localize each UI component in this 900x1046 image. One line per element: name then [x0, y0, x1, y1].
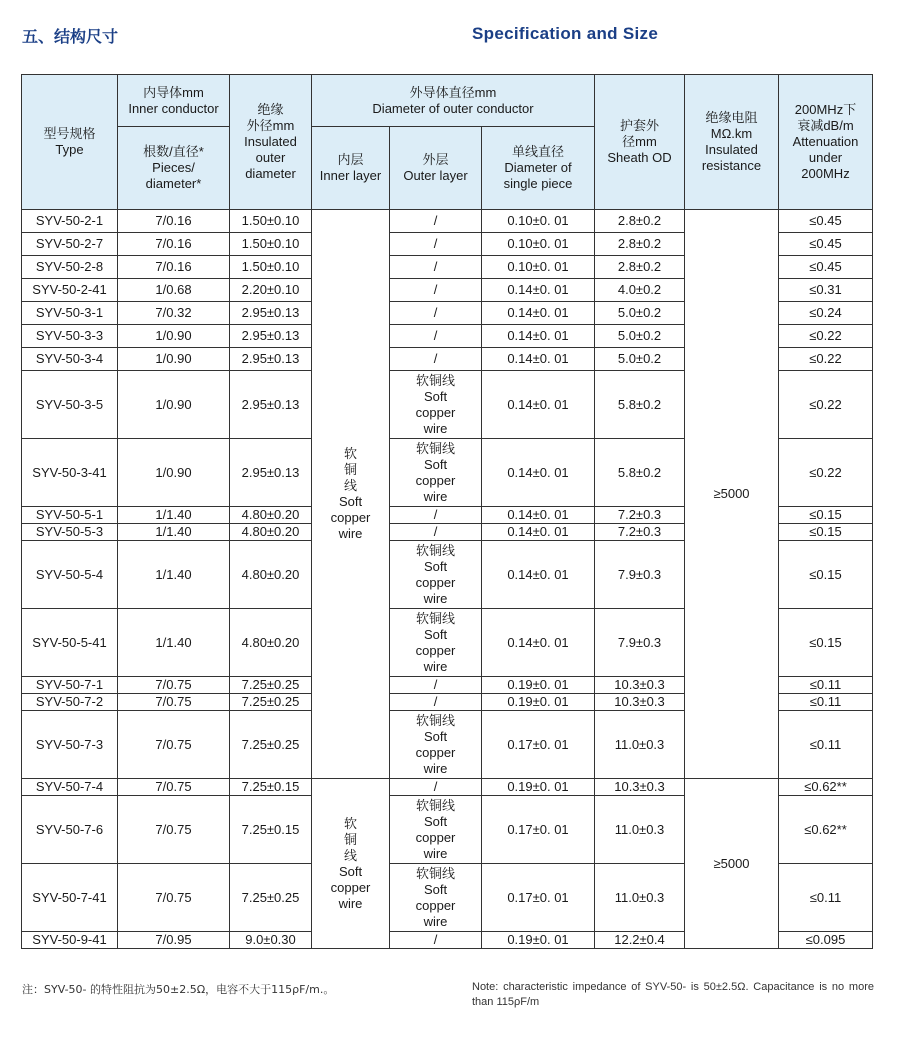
cell-outer-layer: / — [390, 348, 482, 371]
cell-outer-layer: 软铜线 Soft copper wire — [390, 371, 482, 439]
cell-single-diameter: 0.10±0. 01 — [482, 233, 595, 256]
cell-pieces: 7/0.75 — [118, 694, 230, 711]
cell-insulated-diameter: 7.25±0.15 — [230, 779, 312, 796]
cell-sheath-od: 2.8±0.2 — [595, 233, 685, 256]
cell-insulated-diameter: 1.50±0.10 — [230, 233, 312, 256]
cell-pieces: 7/0.16 — [118, 233, 230, 256]
cell-pieces: 7/0.75 — [118, 779, 230, 796]
cell-outer-layer: / — [390, 302, 482, 325]
cell-sheath-od: 5.0±0.2 — [595, 348, 685, 371]
cell-type: SYV-50-5-3 — [22, 524, 118, 541]
table-row — [22, 210, 873, 233]
cell-attenuation: ≤0.45 — [779, 210, 873, 233]
cell-attenuation: ≤0.15 — [779, 609, 873, 677]
cell-single-diameter: 0.14±0. 01 — [482, 371, 595, 439]
cell-outer-layer: / — [390, 932, 482, 949]
cell-insulated-diameter: 1.50±0.10 — [230, 256, 312, 279]
cell-type: SYV-50-2-1 — [22, 210, 118, 233]
cell-insulated-diameter: 2.95±0.13 — [230, 348, 312, 371]
cell-insulated-diameter: 7.25±0.25 — [230, 677, 312, 694]
cell-insulated-diameter: 7.25±0.15 — [230, 796, 312, 864]
cell-sheath-od: 10.3±0.3 — [595, 779, 685, 796]
cell-attenuation: ≤0.31 — [779, 279, 873, 302]
cell-sheath-od: 10.3±0.3 — [595, 677, 685, 694]
cell-insulated-diameter: 1.50±0.10 — [230, 210, 312, 233]
cell-single-diameter: 0.14±0. 01 — [482, 348, 595, 371]
cell-pieces: 1/1.40 — [118, 524, 230, 541]
cell-inner-layer: 软 铜 线 Soft copper wire — [312, 779, 390, 949]
cell-pieces: 1/0.90 — [118, 371, 230, 439]
cell-type: SYV-50-3-41 — [22, 439, 118, 507]
cell-pieces: 1/1.40 — [118, 541, 230, 609]
cell-pieces: 7/0.75 — [118, 711, 230, 779]
spec-table — [21, 74, 873, 949]
header-outer-layer: 外层 Outer layer — [390, 127, 482, 210]
cell-sheath-od: 7.9±0.3 — [595, 609, 685, 677]
cell-outer-layer: / — [390, 233, 482, 256]
cell-pieces: 1/0.68 — [118, 279, 230, 302]
cell-type: SYV-50-3-5 — [22, 371, 118, 439]
cell-single-diameter: 0.19±0. 01 — [482, 779, 595, 796]
cell-single-diameter: 0.14±0. 01 — [482, 541, 595, 609]
cell-single-diameter: 0.17±0. 01 — [482, 711, 595, 779]
cell-sheath-od: 11.0±0.3 — [595, 711, 685, 779]
cell-pieces: 1/0.90 — [118, 325, 230, 348]
cell-attenuation: ≤0.15 — [779, 524, 873, 541]
cell-outer-layer: / — [390, 210, 482, 233]
cell-type: SYV-50-7-41 — [22, 864, 118, 932]
cell-outer-layer: 软铜线 Soft copper wire — [390, 609, 482, 677]
cell-attenuation: ≤0.15 — [779, 541, 873, 609]
cell-outer-layer: / — [390, 507, 482, 524]
cell-insulated-diameter: 7.25±0.25 — [230, 711, 312, 779]
header-single-diameter: 单线直径 Diameter of single piece — [482, 127, 595, 210]
cell-single-diameter: 0.19±0. 01 — [482, 932, 595, 949]
cell-insulated-diameter: 2.95±0.13 — [230, 439, 312, 507]
cell-single-diameter: 0.14±0. 01 — [482, 325, 595, 348]
cell-outer-layer: / — [390, 694, 482, 711]
cell-insulated-diameter: 2.95±0.13 — [230, 371, 312, 439]
cell-pieces: 1/0.90 — [118, 348, 230, 371]
cell-type: SYV-50-5-4 — [22, 541, 118, 609]
header-inner-layer: 内层 Inner layer — [312, 127, 390, 210]
cell-outer-layer: / — [390, 325, 482, 348]
header-insulated-resistance: 绝缘电阻 MΩ.km Insulated resistance — [685, 75, 779, 210]
header-inner-conductor: 内导体mm Inner conductor — [118, 75, 230, 127]
cell-sheath-od: 7.2±0.3 — [595, 524, 685, 541]
cell-attenuation: ≤0.11 — [779, 694, 873, 711]
cell-pieces: 7/0.75 — [118, 677, 230, 694]
cell-single-diameter: 0.10±0. 01 — [482, 210, 595, 233]
cell-attenuation: ≤0.62** — [779, 796, 873, 864]
cell-type: SYV-50-3-3 — [22, 325, 118, 348]
cell-sheath-od: 11.0±0.3 — [595, 864, 685, 932]
cell-single-diameter: 0.17±0. 01 — [482, 796, 595, 864]
cell-pieces: 7/0.16 — [118, 210, 230, 233]
cell-outer-layer: 软铜线 Soft copper wire — [390, 439, 482, 507]
footnote-en: Note: characteristic impedance of SYV-50- is 50±2.5Ω. Capacitance is no more than 115ρF/m — [472, 981, 874, 1008]
cell-single-diameter: 0.19±0. 01 — [482, 677, 595, 694]
cell-attenuation: ≤0.22 — [779, 325, 873, 348]
cell-sheath-od: 12.2±0.4 — [595, 932, 685, 949]
cell-pieces: 1/1.40 — [118, 507, 230, 524]
cell-type: SYV-50-7-1 — [22, 677, 118, 694]
footnote-cn: 注：SYV-50- 的特性阻抗为50±2.5Ω，电容不大于115ρF/m.。 — [22, 983, 335, 996]
cell-type: SYV-50-3-4 — [22, 348, 118, 371]
cell-pieces: 7/0.75 — [118, 796, 230, 864]
cell-type: SYV-50-2-41 — [22, 279, 118, 302]
cell-outer-layer: / — [390, 524, 482, 541]
cell-pieces: 1/1.40 — [118, 609, 230, 677]
cell-attenuation: ≤0.095 — [779, 932, 873, 949]
cell-attenuation: ≤0.62** — [779, 779, 873, 796]
cell-outer-layer: 软铜线 Soft copper wire — [390, 796, 482, 864]
cell-outer-layer: / — [390, 279, 482, 302]
header-sheath-od: 护套外 径mm Sheath OD — [595, 75, 685, 210]
header-type: 型号规格 Type — [22, 75, 118, 210]
cell-single-diameter: 0.14±0. 01 — [482, 302, 595, 325]
cell-type: SYV-50-3-1 — [22, 302, 118, 325]
cell-attenuation: ≤0.11 — [779, 711, 873, 779]
cell-inner-layer: 软 铜 线 Soft copper wire — [312, 210, 390, 779]
cell-single-diameter: 0.14±0. 01 — [482, 507, 595, 524]
header-outer-conductor: 外导体直径mm Diameter of outer conductor — [312, 75, 595, 127]
cell-sheath-od: 5.8±0.2 — [595, 439, 685, 507]
cell-insulated-resistance: ≥5000 — [685, 779, 779, 949]
cell-insulated-diameter: 4.80±0.20 — [230, 541, 312, 609]
section-title-en: Specification and Size — [472, 24, 659, 43]
cell-attenuation: ≤0.15 — [779, 507, 873, 524]
spec-table-header — [22, 75, 873, 210]
cell-outer-layer: / — [390, 677, 482, 694]
cell-type: SYV-50-7-4 — [22, 779, 118, 796]
spec-table-body — [22, 210, 873, 949]
cell-pieces: 7/0.95 — [118, 932, 230, 949]
cell-sheath-od: 5.8±0.2 — [595, 371, 685, 439]
cell-single-diameter: 0.14±0. 01 — [482, 609, 595, 677]
header-pieces-diameter: 根数/直径* Pieces/ diameter* — [118, 127, 230, 210]
cell-outer-layer: / — [390, 256, 482, 279]
cell-insulated-diameter: 4.80±0.20 — [230, 609, 312, 677]
cell-attenuation: ≤0.11 — [779, 677, 873, 694]
cell-insulated-resistance: ≥5000 — [685, 210, 779, 779]
cell-attenuation: ≤0.45 — [779, 256, 873, 279]
cell-single-diameter: 0.19±0. 01 — [482, 694, 595, 711]
cell-sheath-od: 2.8±0.2 — [595, 210, 685, 233]
cell-outer-layer: 软铜线 Soft copper wire — [390, 864, 482, 932]
cell-insulated-diameter: 4.80±0.20 — [230, 524, 312, 541]
cell-single-diameter: 0.14±0. 01 — [482, 524, 595, 541]
cell-single-diameter: 0.14±0. 01 — [482, 279, 595, 302]
cell-pieces: 1/0.90 — [118, 439, 230, 507]
cell-type: SYV-50-9-41 — [22, 932, 118, 949]
cell-type: SYV-50-2-8 — [22, 256, 118, 279]
cell-pieces: 7/0.32 — [118, 302, 230, 325]
cell-sheath-od: 5.0±0.2 — [595, 325, 685, 348]
cell-type: SYV-50-5-41 — [22, 609, 118, 677]
cell-type: SYV-50-2-7 — [22, 233, 118, 256]
cell-insulated-diameter: 2.95±0.13 — [230, 302, 312, 325]
header-insulated-diameter: 绝缘 外径mm Insulated outer diameter — [230, 75, 312, 210]
cell-attenuation: ≤0.24 — [779, 302, 873, 325]
cell-outer-layer: / — [390, 779, 482, 796]
cell-sheath-od: 7.9±0.3 — [595, 541, 685, 609]
cell-sheath-od: 2.8±0.2 — [595, 256, 685, 279]
cell-insulated-diameter: 7.25±0.25 — [230, 864, 312, 932]
cell-pieces: 7/0.75 — [118, 864, 230, 932]
cell-attenuation: ≤0.11 — [779, 864, 873, 932]
cell-type: SYV-50-7-6 — [22, 796, 118, 864]
cell-sheath-od: 7.2±0.3 — [595, 507, 685, 524]
cell-outer-layer: 软铜线 Soft copper wire — [390, 711, 482, 779]
cell-insulated-diameter: 4.80±0.20 — [230, 507, 312, 524]
cell-insulated-diameter: 2.20±0.10 — [230, 279, 312, 302]
cell-attenuation: ≤0.22 — [779, 439, 873, 507]
cell-attenuation: ≤0.45 — [779, 233, 873, 256]
table-row — [22, 779, 873, 796]
cell-single-diameter: 0.14±0. 01 — [482, 439, 595, 507]
cell-single-diameter: 0.17±0. 01 — [482, 864, 595, 932]
section-title-cn: 五、结构尺寸 — [22, 27, 119, 46]
cell-type: SYV-50-7-2 — [22, 694, 118, 711]
cell-outer-layer: 软铜线 Soft copper wire — [390, 541, 482, 609]
cell-sheath-od: 10.3±0.3 — [595, 694, 685, 711]
cell-type: SYV-50-7-3 — [22, 711, 118, 779]
cell-attenuation: ≤0.22 — [779, 348, 873, 371]
cell-sheath-od: 5.0±0.2 — [595, 302, 685, 325]
cell-insulated-diameter: 9.0±0.30 — [230, 932, 312, 949]
header-attenuation: 200MHz下 衰减dB/m Attenuation under 200MHz — [779, 75, 873, 210]
cell-single-diameter: 0.10±0. 01 — [482, 256, 595, 279]
cell-insulated-diameter: 2.95±0.13 — [230, 325, 312, 348]
cell-insulated-diameter: 7.25±0.25 — [230, 694, 312, 711]
cell-pieces: 7/0.16 — [118, 256, 230, 279]
cell-sheath-od: 11.0±0.3 — [595, 796, 685, 864]
cell-type: SYV-50-5-1 — [22, 507, 118, 524]
cell-attenuation: ≤0.22 — [779, 371, 873, 439]
cell-sheath-od: 4.0±0.2 — [595, 279, 685, 302]
